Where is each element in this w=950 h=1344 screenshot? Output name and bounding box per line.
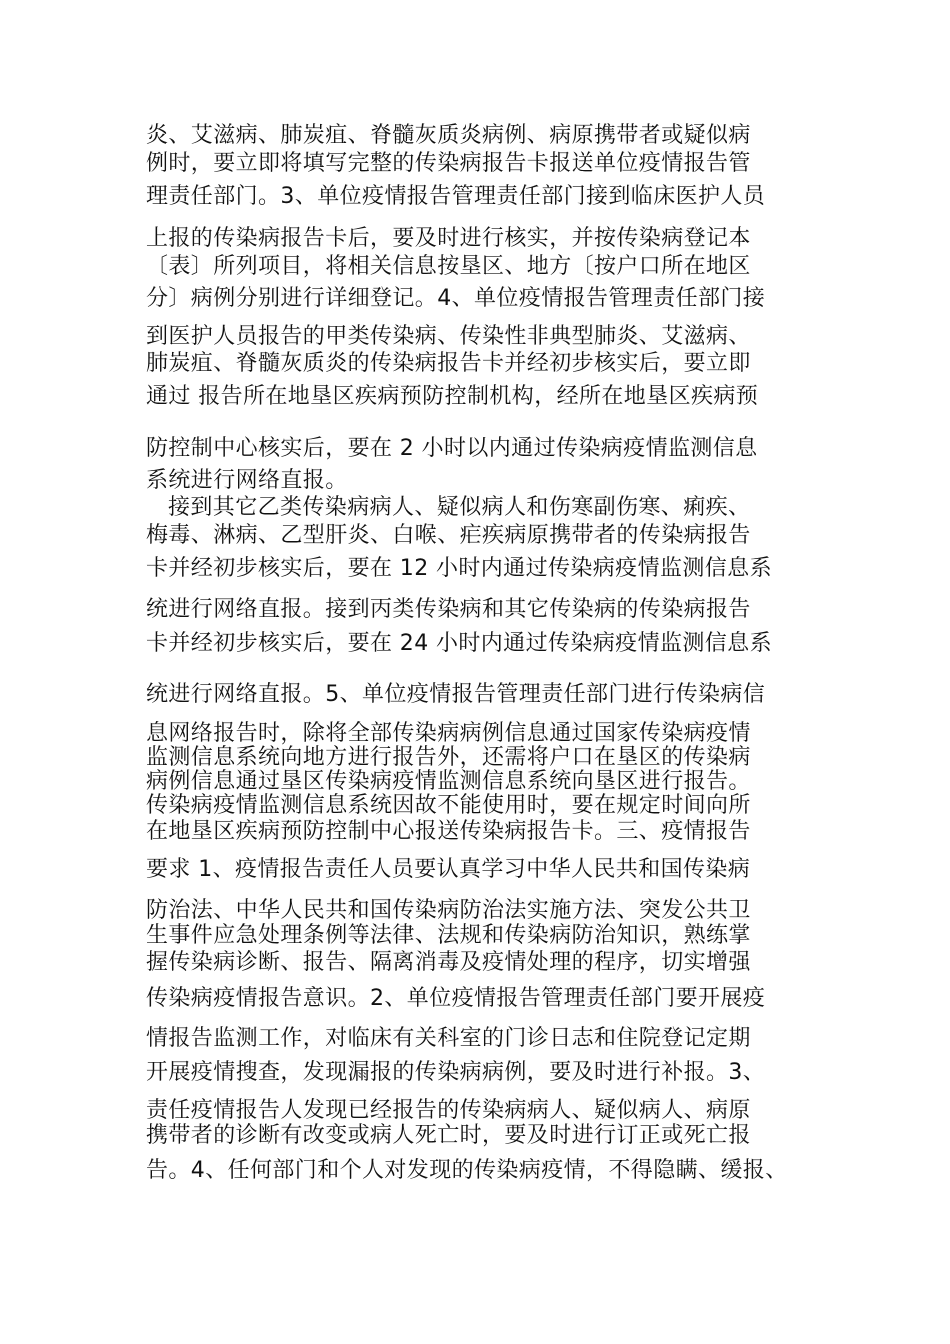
- text-line: 统进行网络直报。接到丙类传染病和其它传染病的传染病报告: [146, 597, 751, 622]
- text-line: 例时，要立即将填写完整的传染病报告卡报送单位疫情报告管: [146, 151, 751, 176]
- text-line: 携带者的诊断有改变或病人死亡时，要及时进行订正或死亡报: [146, 1123, 751, 1148]
- text-line: 肺炭疽、脊髓灰质炎的传染病报告卡并经初步核实后，要立即: [146, 351, 751, 376]
- text-line: 病例信息通过垦区传染病疫情监测信息系统向垦区进行报告。: [146, 769, 751, 794]
- paragraph-start-line: 接到其它乙类传染病病人、疑似病人和伤寒副伤寒、痢疾、: [168, 495, 751, 520]
- text-line: 系统进行网络直报。: [146, 468, 348, 493]
- text-line: 卡并经初步核实后，要在 24 小时内通过传染病疫情监测信息系: [146, 631, 772, 656]
- text-line: 卡并经初步核实后，要在 12 小时内通过传染病疫情监测信息系: [146, 556, 772, 581]
- text-line: 握传染病诊断、报告、隔离消毒及疫情处理的程序，切实增强: [146, 950, 751, 975]
- text-line: 情报告监测工作，对临床有关科室的门诊日志和住院登记定期: [146, 1026, 751, 1051]
- text-line: 分〕病例分别进行详细登记。4、单位疫情报告管理责任部门接: [146, 286, 766, 311]
- text-line: 〔表〕所列项目，将相关信息按垦区、地方〔按户口所在地区: [146, 254, 751, 279]
- text-line: 统进行网络直报。5、单位疫情报告管理责任部门进行传染病信: [146, 682, 766, 707]
- text-line: 传染病疫情监测信息系统因故不能使用时，要在规定时间向所: [146, 793, 751, 818]
- text-line: 炎、艾滋病、肺炭疽、脊髓灰质炎病例、病原携带者或疑似病: [146, 123, 751, 148]
- text-line: 开展疫情搜查，发现漏报的传染病病例，要及时进行补报。3、: [146, 1060, 766, 1085]
- text-line: 监测信息系统向地方进行报告外，还需将户口在垦区的传染病: [146, 745, 751, 770]
- text-line: 防控制中心核实后，要在 2 小时以内通过传染病疫情监测信息: [146, 436, 758, 461]
- text-line: 通过 报告所在地垦区疾病预防控制机构，经所在地垦区疾病预: [146, 384, 759, 409]
- text-line: 传染病疫情报告意识。2、单位疫情报告管理责任部门要开展疫: [146, 986, 766, 1011]
- text-line: 防治法、中华人民共和国传染病防治法实施方法、突发公共卫: [146, 898, 751, 923]
- text-line: 理责任部门。3、单位疫情报告管理责任部门接到临床医护人员: [146, 184, 766, 209]
- text-line: 要求 1、疫情报告责任人员要认真学习中华人民共和国传染病: [146, 857, 751, 882]
- text-line: 上报的传染病报告卡后，要及时进行核实，并按传染病登记本: [146, 226, 751, 251]
- text-line: 到医护人员报告的甲类传染病、传染性非典型肺炎、艾滋病、: [146, 324, 751, 349]
- text-line: 梅毒、淋病、乙型肝炎、白喉、疟疾病原携带者的传染病报告: [146, 523, 751, 548]
- text-line: 告。4、任何部门和个人对发现的传染病疫情，不得隐瞒、缓报、: [146, 1158, 788, 1183]
- text-line: 在地垦区疾病预防控制中心报送传染病报告卡。三、疫情报告: [146, 819, 751, 844]
- text-line: 息网络报告时，除将全部传染病病例信息通过国家传染病疫情: [146, 721, 751, 746]
- text-line: 责任疫情报告人发现已经报告的传染病病人、疑似病人、病原: [146, 1098, 751, 1123]
- text-line: 生事件应急处理条例等法律、法规和传染病防治知识，熟练掌: [146, 923, 751, 948]
